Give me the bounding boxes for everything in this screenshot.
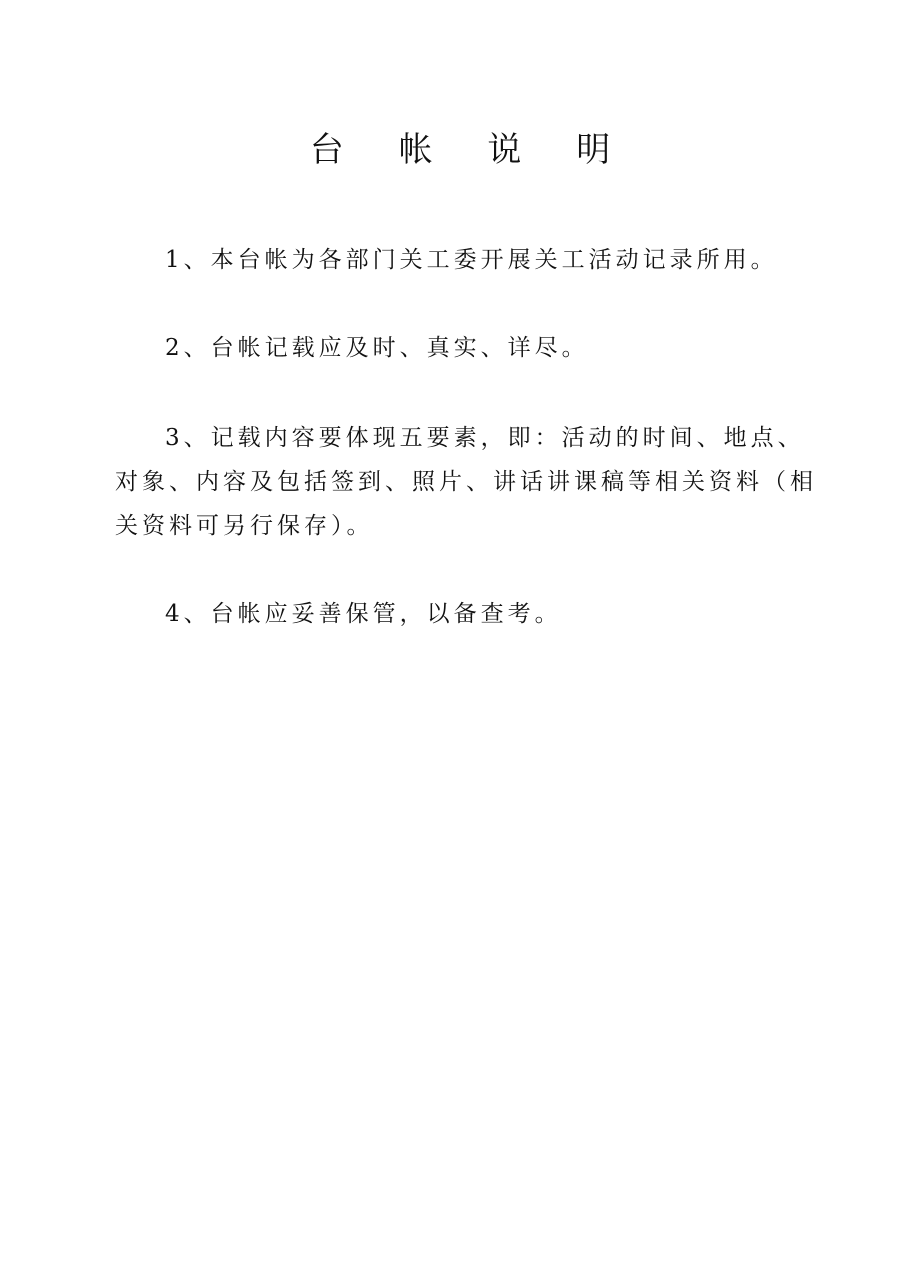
paragraph-2: 2、台帐记载应及时、真实、详尽。 (165, 335, 589, 361)
paragraph-4: 4、台帐应妥善保管，以备查考。 (165, 601, 562, 627)
paragraph-3: 3、记载内容要体现五要素，即：活动的时间、地点、对象、内容及包括签到、照片、讲话讲课稿等相关资料（相关资料可另行保存）。 (115, 425, 817, 539)
page-title: 台 帐 说 明 (309, 130, 633, 170)
paragraph-1: 1、本台帐为各部门关工委开展关工活动记录所用。 (165, 247, 778, 273)
